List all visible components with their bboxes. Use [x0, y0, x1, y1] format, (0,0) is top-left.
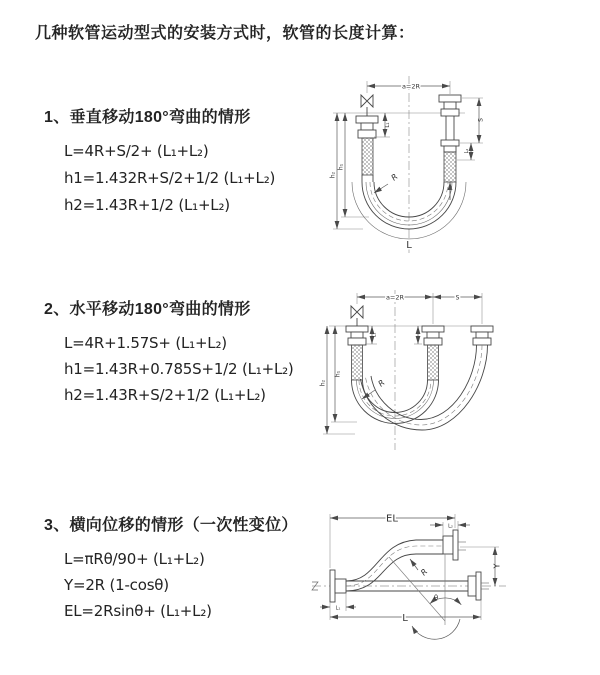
dim-label-y: Y	[492, 563, 502, 569]
dim-label-h1: h₁	[334, 370, 342, 378]
dim-label-s: S	[455, 294, 460, 302]
dimension-a2r-s	[357, 293, 482, 324]
right-fitting-two-positions	[439, 95, 461, 200]
dim-label-r: R	[376, 378, 387, 389]
dim-label-h2: h₂	[319, 379, 327, 387]
dim-label-l: L	[402, 613, 408, 624]
right-fitting-position-2	[471, 326, 493, 345]
formula-y: Y=2R (1-cosθ)	[64, 576, 169, 594]
dim-label-el: EL	[386, 513, 398, 525]
formula-el: EL=2Rsinθ+ (L₁+L₂)	[64, 602, 212, 620]
dim-label-h1: h₁	[337, 163, 345, 171]
diagram-vertical-180-bend	[315, 70, 590, 255]
dim-label-l-total: L	[406, 240, 412, 251]
dimension-l1-bottom	[320, 593, 356, 620]
section-1-formulas	[44, 138, 275, 219]
dimension-l2-top	[430, 521, 470, 536]
left-fitting	[346, 326, 368, 380]
dim-label-s: S	[477, 118, 485, 122]
dim-label-r: R	[419, 567, 430, 578]
diagram-lateral-displacement	[310, 500, 600, 660]
dimension-a2r	[367, 81, 450, 94]
section-lateral-displacement	[44, 516, 298, 624]
formula-h2: h2=1.43R+1/2 (L₁+L₂)	[64, 196, 230, 214]
section-vertical-180	[44, 108, 275, 219]
braided-hose-section	[362, 138, 373, 175]
angle-theta	[412, 594, 461, 639]
formula-h2: h2=1.43R+S/2+1/2 (L₁+L₂)	[64, 386, 266, 404]
section-3-formulas	[44, 546, 298, 624]
middle-fitting-position-1	[422, 326, 444, 380]
dim-label-h2: h₂	[329, 171, 337, 179]
formula-l: L=4R+S/2+ (L₁+L₂)	[64, 142, 209, 160]
radius-callout	[374, 172, 400, 193]
dim-label-a2r: a=2R	[385, 293, 405, 302]
section-1-heading: 1、垂直移动180°弯曲的情形	[44, 109, 251, 126]
braided-hose-section	[444, 152, 456, 182]
section-horizontal-180	[44, 300, 294, 408]
section-3-heading: 3、横向位移的情形（一次性变位）	[44, 517, 298, 534]
radius-construction	[389, 554, 445, 625]
dimension-l1	[365, 326, 422, 344]
dim-label-l1: L₁	[335, 605, 341, 612]
dimension-s-l2	[457, 98, 485, 160]
dim-label-l2: L₂	[448, 523, 453, 530]
dim-label-theta: θ	[433, 594, 439, 602]
valve-icon	[351, 306, 363, 326]
section-2-formulas	[44, 330, 294, 408]
dimension-el	[330, 514, 455, 569]
left-fitting	[330, 570, 346, 602]
braided-hose-section	[352, 345, 363, 380]
dim-label-r: R	[389, 172, 400, 183]
braided-hose-section	[428, 345, 439, 380]
dimension-l-total	[330, 600, 481, 624]
s-curve-hose-displaced	[346, 540, 443, 591]
dim-label-a2r: a=2R	[401, 82, 421, 91]
swing-arrow	[412, 619, 460, 639]
dim-label-l1: L₁	[371, 332, 378, 338]
u-bend-hose-position-2	[361, 345, 488, 430]
formula-l: L=πRθ/90+ (L₁+L₂)	[64, 550, 205, 568]
formula-h1: h1=1.432R+S/2+1/2 (L₁+L₂)	[64, 169, 276, 187]
left-fitting	[356, 116, 378, 182]
section-2-heading: 2、水平移动180°弯曲的情形	[44, 301, 251, 318]
dim-label-l2: L₂	[464, 148, 470, 154]
diagram-horizontal-180-bend	[315, 282, 590, 462]
upper-right-fitting-displaced	[443, 530, 466, 560]
dim-label-l1: L₁	[385, 122, 391, 128]
page-title: 几种软管运动型式的安装方式时，软管的长度计算：	[35, 25, 415, 42]
formula-h1: h1=1.43R+0.785S+1/2 (L₁+L₂)	[64, 360, 294, 378]
formula-l: L=4R+1.57S+ (L₁+L₂)	[64, 334, 227, 352]
